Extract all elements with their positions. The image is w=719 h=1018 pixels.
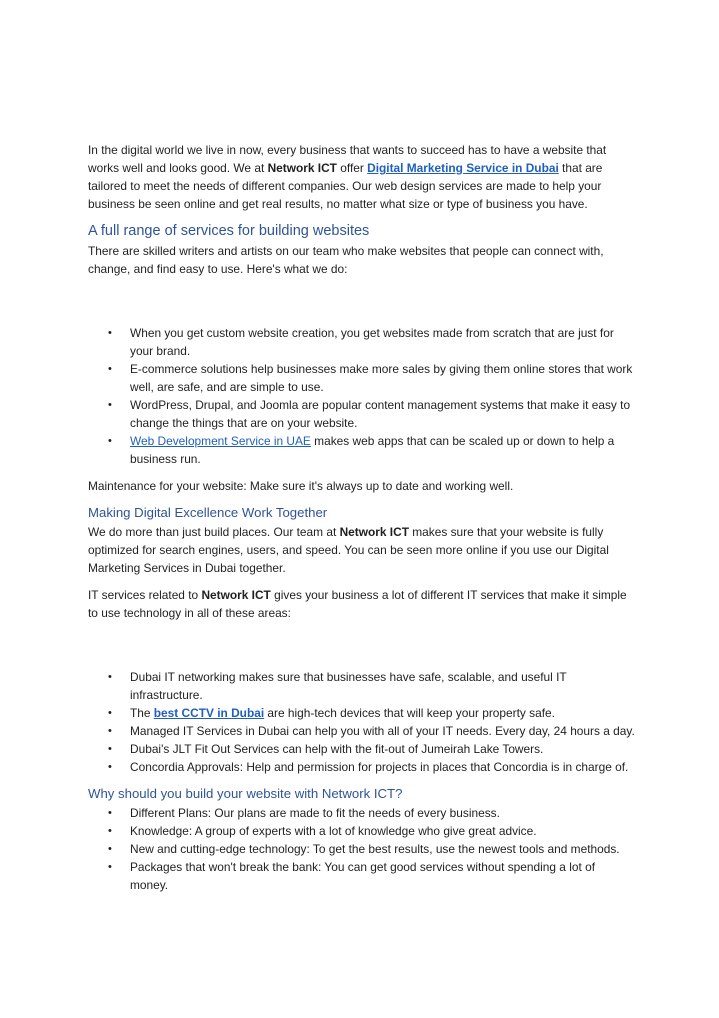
bullet-icon: • — [108, 327, 112, 339]
it-services-list — [88, 668, 636, 776]
brand-name: Network ICT — [201, 588, 271, 602]
list-item — [88, 804, 636, 822]
list-item-text: Concordia Approvals: Help and permission for projects in places that Concordia is in charge of. — [130, 760, 629, 774]
list-item-text: New and cutting-edge technology: To get the best results, use the newest tools and methods. — [130, 842, 620, 856]
list-item — [88, 840, 636, 858]
list-item-text: Different Plans: Our plans are made to fit the needs of every business. — [130, 806, 500, 820]
list-item-text: are high-tech devices that will keep your property safe. — [264, 706, 555, 720]
list-item-text: makes web apps that can be scaled up or down to help a business run. — [130, 434, 615, 466]
services-intro: There are skilled writers and artists on our team who make websites that people can connect with, change, and find easy to use. Here's what we do: — [88, 244, 604, 276]
bullet-icon: • — [108, 399, 112, 411]
intro-text-3: that are tailored to meet the needs of different companies. Our web design services are made to help your business be seen online and get real results, no matter what size or type of business you have. — [88, 161, 603, 211]
list-item-text: WordPress, Drupal, and Joomla are popular content management systems that make it easy to change the things that are on your website. — [130, 398, 631, 430]
web-development-link[interactable]: Web Development Service in UAE — [130, 434, 311, 448]
list-item — [88, 822, 636, 840]
list-item — [88, 740, 636, 758]
brand-name: Network ICT — [339, 525, 409, 539]
bullet-icon: • — [108, 807, 112, 819]
bullet-icon: • — [108, 671, 112, 683]
list-item — [88, 668, 636, 704]
section-heading-excellence: Making Digital Excellence Work Together — [88, 505, 328, 520]
list-item — [88, 722, 636, 740]
intro-paragraph — [88, 141, 636, 213]
bullet-icon: • — [108, 707, 112, 719]
excellence-text-2: makes sure that your website is fully optimized for search engines, users, and speed. You can be seen more online if you use our Digital Marketing Services in Dubai together. — [88, 525, 609, 575]
intro-text-2: offer — [336, 161, 368, 175]
excellence-paragraph — [88, 523, 636, 577]
list-item-text: Knowledge: A group of experts with a lot of knowledge who give great advice. — [130, 824, 537, 838]
bullet-icon: • — [108, 363, 112, 375]
maintenance-paragraph: Maintenance for your website: Make sure it's always up to date and working well. — [88, 479, 514, 493]
list-item-text: Dubai IT networking makes sure that businesses have safe, scalable, and useful IT infrastructure. — [130, 670, 567, 702]
section-heading-why: Why should you build your website with Network ICT? — [88, 786, 403, 801]
bullet-icon: • — [108, 743, 112, 755]
brand-name: Network ICT — [267, 161, 337, 175]
digital-marketing-link[interactable]: Digital Marketing Service in Dubai — [367, 161, 559, 175]
list-item-text: When you get custom website creation, you get websites made from scratch that are just for your brand. — [130, 326, 614, 358]
why-list — [88, 804, 636, 894]
it-text-1: IT services related to — [88, 588, 202, 602]
section-heading-services: A full range of services for building websites — [88, 223, 370, 239]
cctv-link[interactable]: best CCTV in Dubai — [153, 706, 265, 720]
bullet-icon: • — [108, 435, 112, 447]
list-item-text: E-commerce solutions help businesses make more sales by giving them online stores that work well, are safe, and are simple to use. — [130, 362, 633, 394]
list-item — [88, 360, 636, 396]
list-item — [88, 396, 636, 432]
list-item-text: Packages that won't break the bank: You can get good services without spending a lot of money. — [130, 860, 595, 892]
list-item-text: Dubai's JLT Fit Out Services can help with the fit-out of Jumeirah Lake Towers. — [130, 742, 544, 756]
list-item — [88, 704, 636, 722]
services-list — [88, 324, 636, 468]
document-page — [88, 141, 636, 894]
list-item — [88, 758, 636, 776]
bullet-icon: • — [108, 761, 112, 773]
intro-text-1: In the digital world we live in now, every business that wants to succeed has to have a website that works well and looks good. We at — [88, 143, 607, 175]
it-text-2: gives your business a lot of different IT services that make it simple to use technology in all of these areas: — [88, 588, 627, 620]
bullet-icon: • — [108, 725, 112, 737]
excellence-text-1: We do more than just build places. Our team at — [88, 525, 340, 539]
list-item — [88, 324, 636, 360]
list-item-text: Managed IT Services in Dubai can help you with all of your IT needs. Every day, 24 hours a day. — [130, 724, 635, 738]
list-item-text: The — [130, 706, 154, 720]
bullet-icon: • — [108, 825, 112, 837]
bullet-icon: • — [108, 843, 112, 855]
it-services-paragraph — [88, 586, 636, 622]
bullet-icon: • — [108, 861, 112, 873]
list-item — [88, 432, 636, 468]
list-item — [88, 858, 636, 894]
